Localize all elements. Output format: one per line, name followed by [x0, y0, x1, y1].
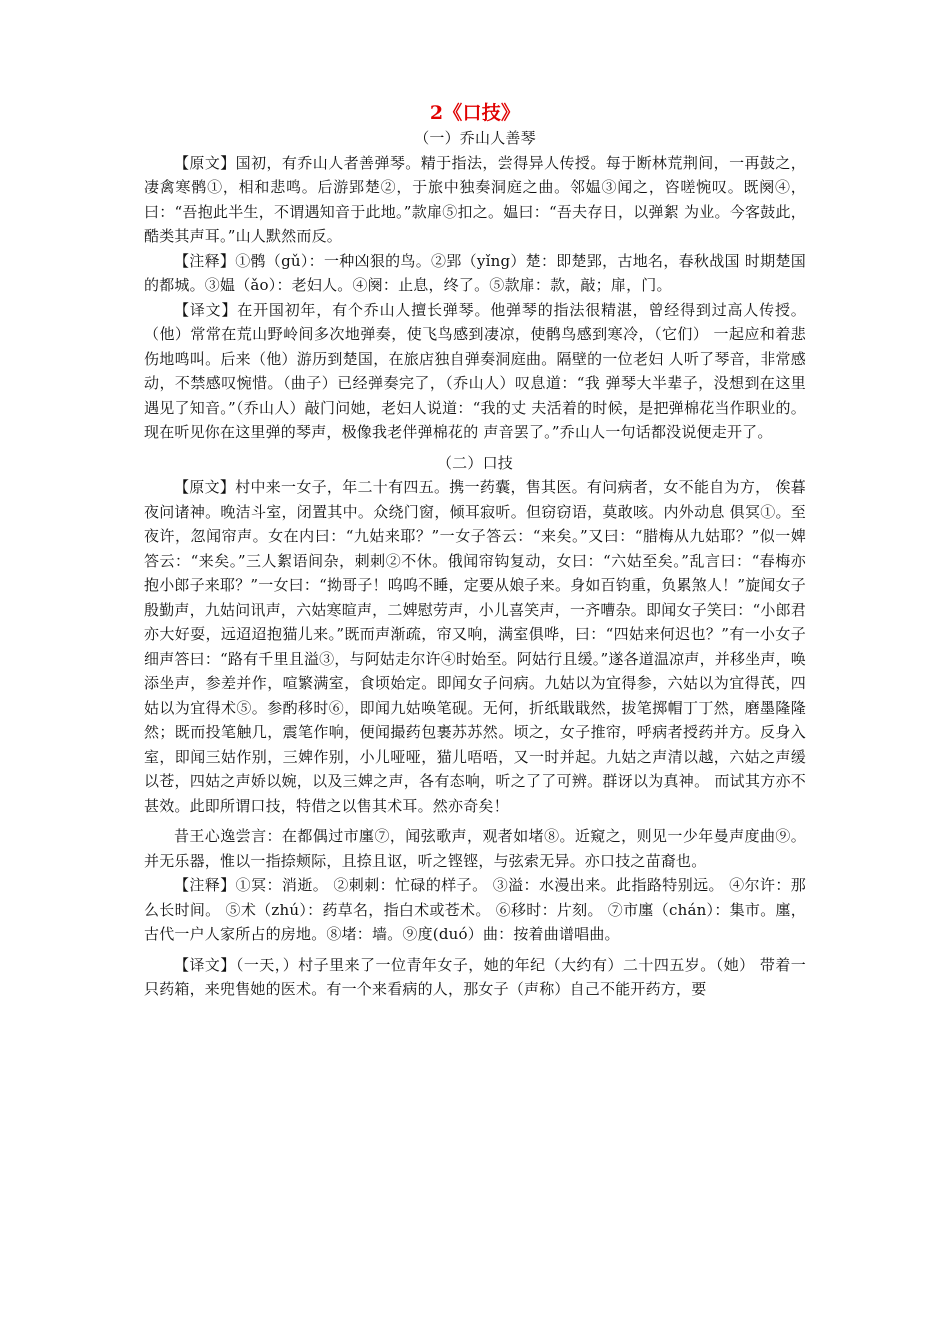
section1-heading: （一）乔山人善琴 — [414, 129, 536, 147]
section2-notes: 【注释】①冥：消逝。 ②刺刺：忙碌的样子。 ③溢：水漫出来。此指路特别远。 ④尔许：那 么长时间。 ⑤术（zhú）：药草名，指白术或苍术。 ⑥移时：片刻。 ⑦市廛（chán）：集市。廛， 古代一户人家所占的房地。⑧堵：墙。⑨度(duó）曲：按着曲谱唱曲。 — [144, 876, 806, 943]
section2-heading: （二）口技 — [436, 453, 513, 472]
section2-wang-anecdote: 昔王心逸尝言：在都偶过市廛⑦，闻弦歌声，观者如堵⑧。近窥之，则见一少年曼声度曲⑨。 并无乐器，惟以一指捺颊际，且捺且讴，听之铿铿，与弦索无异。亦口技之苗裔也。 — [144, 827, 806, 870]
section2-translation: 【译文】（一天，）村子里来了一位青年女子，她的年纪（大约有）二十四五岁。（她） 带着一只药箱，来兜售她的医术。有一个来看病的人，那女子（声称）自己不能开药方，要 — [144, 955, 806, 998]
section1-original-text: 【原文】国初，有乔山人者善弹琴。精于指法，尝得异人传授。每于断林荒荆间，一再鼓之，凄禽寒鹘①，相和悲鸣。后游郢楚②，于旅中独奏洞庭之曲。邻媪③闻之，咨嗟惋叹。既阕④，曰：“吾抱此半生，不谓遇知音于此地。”款扉⑤扣之。媪曰：“吾夫存日，以弹絮 为业。今客鼓此，酷类其声耳。”山人默然而反。 — [144, 153, 806, 245]
section2-original-text: 【原文】村中来一女子，年二十有四五。携一药囊，售其医。有问病者，女不能自为方， 俟暮夜问诸神。晚洁斗室，闭置其中。众绕门窗，倾耳寂听。但窃窃语，莫敢咳。内外动息 俱冥①。至夜许，忽闻帘声。女在内曰：“九姑来耶？”一女子答云：“来矣。”又曰：“腊梅从九姑耶？”似一婢答云：“来矣。”三人絮语间杂，刺刺②不休。俄闻帘钩复动，女曰：“六姑至矣。”乱言曰：“春梅亦抱小郎子来耶？”一女曰：“拗哥子！呜呜不睡，定要从娘子来。身如百钧重，负累煞人！”旋闻女子殷勤声，九姑问讯声，六姑寒暄声，二婢慰劳声，小儿喜笑声，一齐嘈杂。即闻女子笑曰：“小郎君亦大好耍，远迢迢抱猫儿来。”既而声渐疏，帘又响，满室俱哗，曰：“四姑来何迟也？”有一小女子细声答曰：“路有千里且溢③，与阿姑走尔许④时始至。阿姑行且缓。”遂各道温凉声，并移坐声，唤添坐声，参差并作，喧繁满室，食顷始定。即闻女子问病。九姑以为宜得参，六姑以为宜得芪，四姑以为宜得术⑤。参酌移时⑥，即闻九姑唤笔砚。无何，折纸戢戢然，拔笔掷帽丁丁然，磨墨隆隆然；既而投笔触几，震笔作响，便闻撮药包裹苏苏然。顷之，女子推帘，呼病者授药并方。反身入室，即闻三姑作别，三婢作别，小儿哑哑，猫儿唔唔，又一时并起。九姑之声清以越，六姑之声缓以苍，四姑之声娇以婉，以及三婢之声，各有态响，听之了了可辨。群讶以为真神。 而试其方亦不甚效。此即所谓口技，特借之以售其术耳。然亦奇矣！ — [144, 478, 807, 815]
section1-translation: 【译文】在开国初年，有个乔山人擅长弹琴。他弹琴的指法很精湛，曾经得到过高人传授。（他）常常在荒山野岭间多次地弹奏，使飞鸟感到凄凉，使鹘鸟感到寒冷，（它们） 一起应和着悲伤地鸣叫。后来（他）游历到楚国，在旅店独自弹奏洞庭曲。隔壁的一位老妇 人听了琴音，非常感动，不禁感叹惋惜。（曲子）已经弹奏完了，（乔山人）叹息道：“我 弹琴大半辈子，没想到在这里遇见了知音。”（乔山人）敲门问她，老妇人说道：“我的丈 夫活着的时候，是把弹棉花当作职业的。现在听见你在这里弹的琴声，极像我老伴弹棉花的 声音罢了。”乔山人一句话都没说便走开了。 — [144, 300, 806, 441]
section1-notes: 【注释】①鹘（gǔ）：一种凶狠的鸟。②郢（yǐng）楚：即楚郢，古地名，春秋战国 时期楚国的都城。③媪（ǎo）：老妇人。④阕：止息，终了。⑤款扉：款，敲；扉，门。 — [144, 251, 806, 294]
document-title: 2《口技》 — [429, 102, 521, 124]
document-page — [144, 100, 806, 1002]
